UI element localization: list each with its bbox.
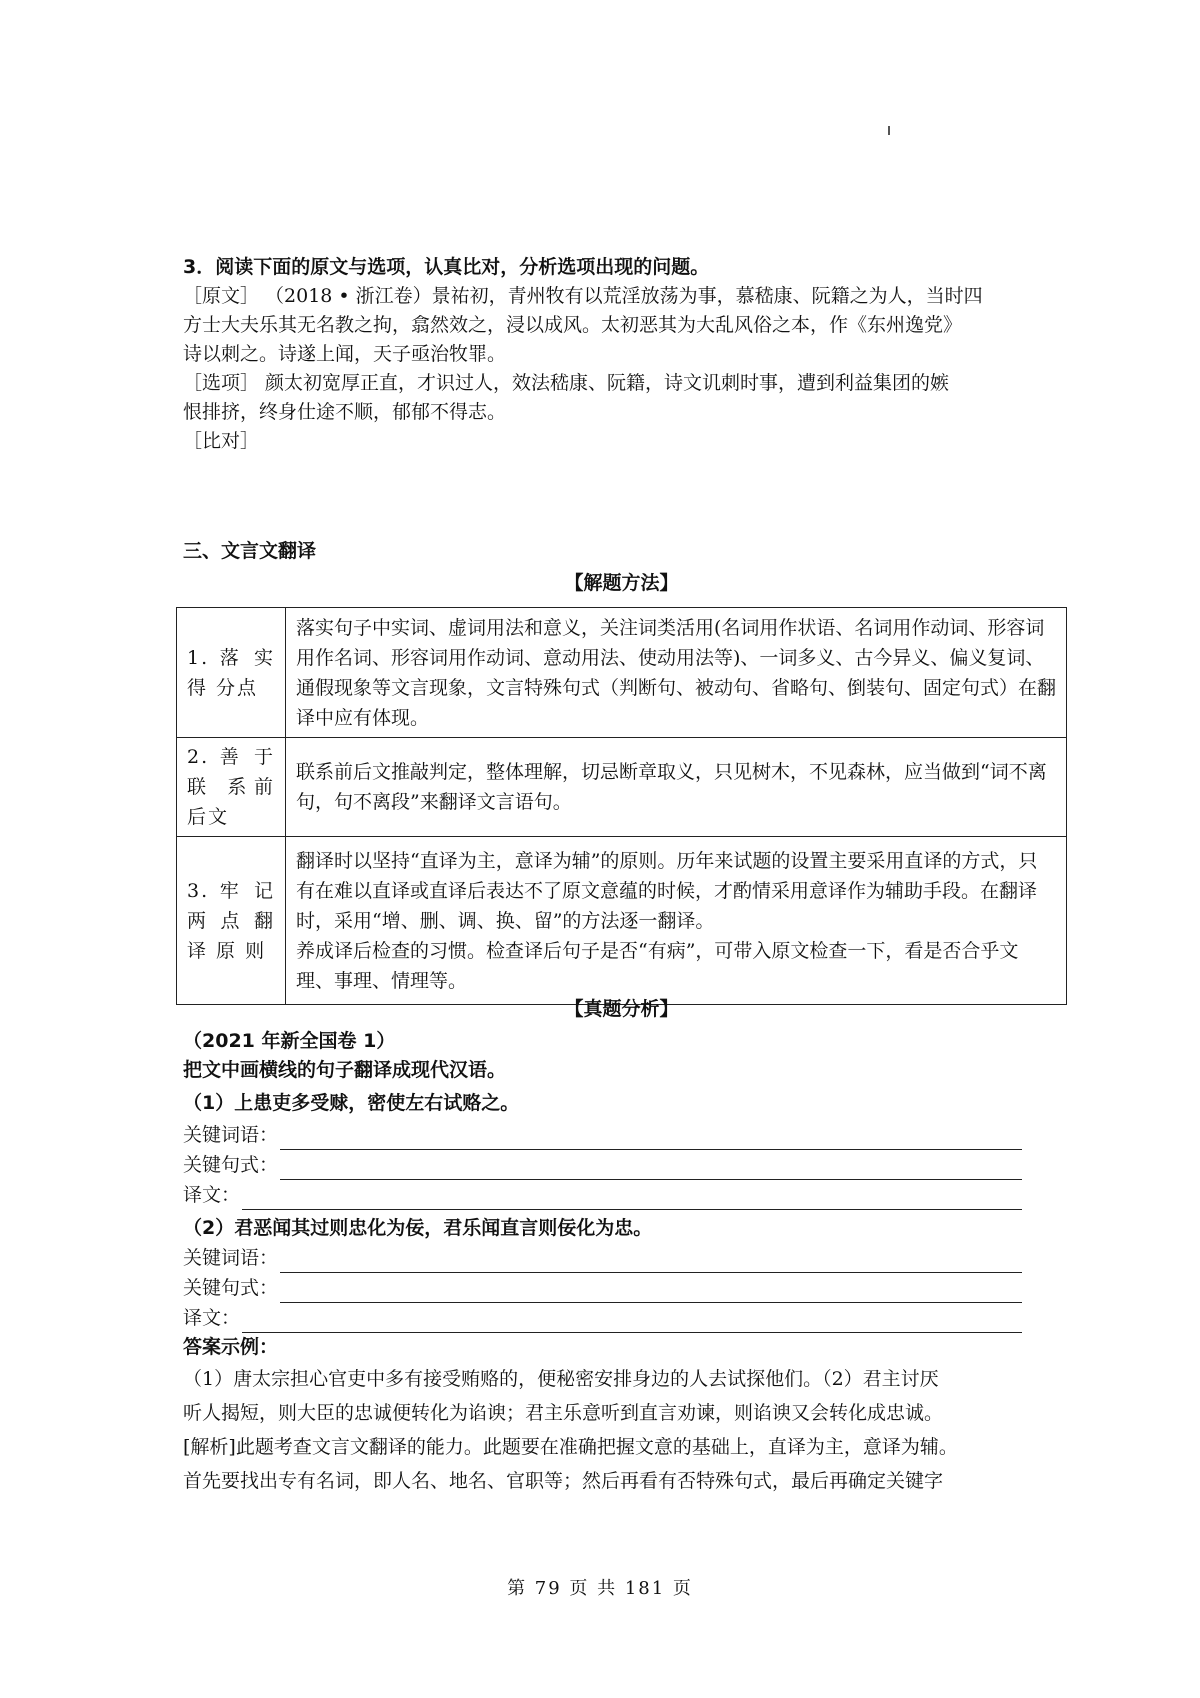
answer-line: 首先要找出专有名词，即人名、地名、官职等；然后再看有否特殊句式，最后再确定关键字 — [183, 1470, 944, 1492]
method-table — [176, 607, 1067, 1005]
sentence-1: （1）上患吏多受赇，密使左右试赂之。 — [183, 1092, 520, 1114]
method-label: 2. 善 于 联 系前后文 — [177, 738, 286, 837]
keywords-blank[interactable] — [280, 1250, 1022, 1273]
keywords-row-1 — [183, 1120, 1023, 1150]
answer-text — [183, 1362, 1023, 1498]
method-label: 1. 落 实 得 分点 — [177, 608, 286, 738]
compare-label: ［比对］ — [183, 430, 260, 452]
source-label: （2021 年新全国卷 1） — [183, 1030, 396, 1052]
question-3-title: 3．阅读下面的原文与选项，认真比对，分析选项出现的问题。 — [183, 256, 710, 278]
translation-blank[interactable] — [242, 1310, 1022, 1333]
translation-row-1 — [183, 1180, 1023, 1210]
instruction: 把文中画横线的句子翻译成现代汉语。 — [183, 1059, 507, 1081]
original-line-2: 方士大夫乐其无名教之拘，翕然效之，浸以成风。太初恶其为大乱风俗之本，作《东州逸党》 — [183, 314, 963, 336]
keywords-label: 关键词语： — [183, 1247, 279, 1269]
section-heading: 三、文言文翻译 — [183, 540, 317, 562]
method-text: 落实句子中实词、虚词用法和意义，关注词类活用(名词用作状语、名词用作动词、形容词用作名词、形容词用作动词、意动用法、使动用法等)、一词多义、古今异义、偏义复词、通假现象等文言现象，文言特殊句式（判断句、被动句、省略句、倒装句、固定句式）在翻译中应有体现。 — [286, 608, 1067, 738]
method-row — [177, 738, 1067, 837]
answer-line: [解析]此题考查文言文翻译的能力。此题要在准确把握文意的基础上，直译为主，意译为辅。 — [183, 1436, 958, 1458]
translation-label: 译文： — [183, 1184, 241, 1206]
question-3 — [183, 253, 1023, 456]
pattern-label: 关键句式： — [183, 1154, 279, 1176]
translation-blank[interactable] — [242, 1187, 1022, 1210]
method-text: 养成译后检查的习惯。检查译后句子是否“有病”，可带入原文检查一下，看是否合乎文理、事理、情理等。 — [296, 939, 1019, 992]
method-text: 翻译时以坚持“直译为主，意译为辅”的原则。历年来试题的设置主要采用直译的方式，只有在难以直译或直译后表达不了原文意蕴的时候，才酌情采用意译作为辅助手段。在翻译时，采用“增、删、调、换、留”的方法逐一翻译。 — [296, 849, 1038, 932]
pattern-blank[interactable] — [280, 1157, 1022, 1180]
page-footer: 第 79 页 共 181 页 — [507, 1578, 693, 1599]
pattern-blank[interactable] — [280, 1280, 1022, 1303]
option-line-1: ［选项］ 颜太初宽厚正直，才识过人，效法嵇康、阮籍，诗文讥刺时事，遭到利益集团的嫉 — [183, 372, 950, 394]
option-line-2: 恨排挤，终身仕途不顺，郁郁不得志。 — [183, 401, 507, 423]
pattern-row-1 — [183, 1150, 1023, 1180]
translation-label: 译文： — [183, 1307, 241, 1329]
pattern-label: 关键句式： — [183, 1277, 279, 1299]
original-line-1: ［原文］ （2018 • 浙江卷）景祐初，青州牧有以荒淫放荡为事，慕嵇康、阮籍之为人，当时四 — [183, 285, 983, 307]
method-text: 联系前后文推敲判定，整体理解，切忌断章取义，只见树木，不见森林，应当做到“词不离句，句不离段”来翻译文言语句。 — [286, 738, 1067, 837]
sentence-2: （2）君恶闻其过则忠化为佞，君乐闻直言则佞化为忠。 — [183, 1217, 653, 1239]
keywords-label: 关键词语： — [183, 1124, 279, 1146]
page-mark — [888, 126, 890, 135]
answer-line: 听人揭短，则大臣的忠诚便转化为谄谀；君主乐意听到直言劝谏，则谄谀又会转化成忠诚。 — [183, 1402, 944, 1424]
method-label: 3. 牢 记 两 点 翻 译 原 则 — [177, 837, 286, 1005]
method-title: 【解题方法】 — [564, 572, 679, 594]
translation-row-2 — [183, 1303, 1023, 1333]
original-line-3: 诗以刺之。诗遂上闻，天子亟治牧罪。 — [183, 343, 507, 365]
answer-title: 答案示例： — [183, 1336, 279, 1358]
answer-line: （1）唐太宗担心官吏中多有接受贿赂的，便秘密安排身边的人去试探他们。（2）君主讨厌 — [183, 1368, 939, 1390]
pattern-row-2 — [183, 1273, 1023, 1303]
keywords-row-2 — [183, 1243, 1023, 1273]
method-text-group — [286, 837, 1067, 1005]
method-row — [177, 837, 1067, 1005]
analysis-title: 【真题分析】 — [564, 998, 679, 1020]
method-row — [177, 608, 1067, 738]
keywords-blank[interactable] — [280, 1127, 1022, 1150]
analysis-block — [183, 1027, 1023, 1498]
